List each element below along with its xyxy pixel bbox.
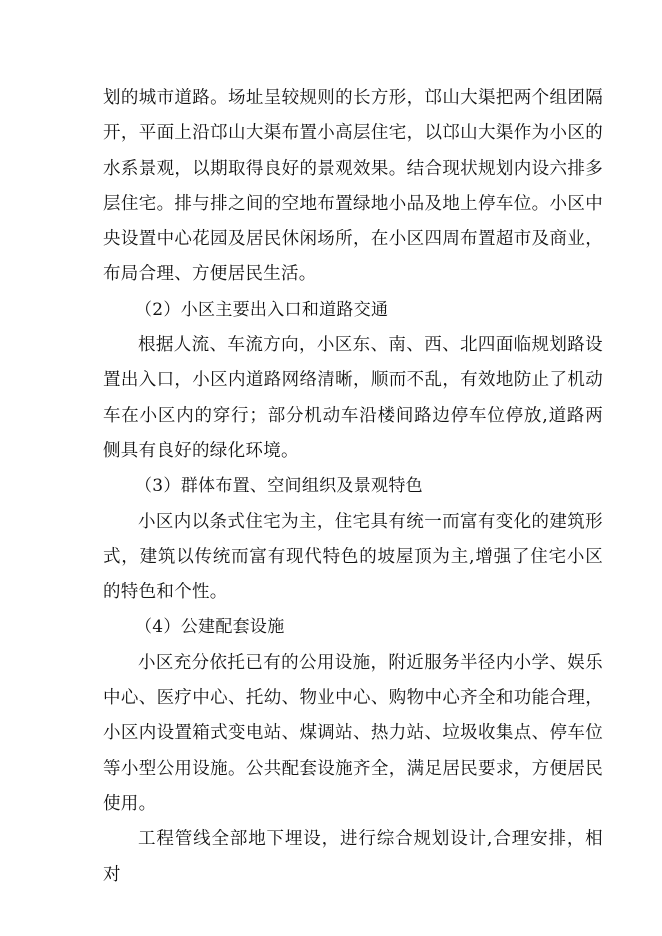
heading-entrances-roads: （2）小区主要出入口和道路交通 bbox=[135, 299, 389, 320]
paragraph-public-facilities: 小区充分依托已有的公用设施，附近服务半径内小学、娱乐中心、医疗中心、托幼、物业中心、购物中心齐全和功能合理，小区内设置箱式变电站、煤调站、热力站、垃圾收集点、停车位等小型公用设施。公共配套设施齐全，满足居民要求，方便居民使用。 bbox=[103, 652, 603, 814]
paragraph-entrances-roads: 根据人流、车流方向，小区东、南、西、北四面临规划路设置出入口，小区内道路网络清晰，顺而不乱，有效地防止了机动车在小区内的穿行；部分机动车沿楼间路边停车位停放,道路两侧具有良好的绿化环境。 bbox=[103, 335, 603, 461]
paragraph-pipelines: 工程管线全部地下埋设，进行综合规划设计,合理安排，相对 bbox=[103, 829, 603, 885]
paragraph-layout-landscape: 小区内以条式住宅为主，住宅具有统一而富有变化的建筑形式，建筑以传统而富有现代特色的坡屋顶为主,增强了住宅小区的特色和个性。 bbox=[103, 511, 603, 603]
heading-public-facilities: （4）公建配套设施 bbox=[135, 617, 285, 638]
heading-layout-landscape: （3）群体布置、空间组织及景观特色 bbox=[135, 476, 423, 497]
paragraph-site-layout: 划的城市道路。场址呈较规则的长方形，邙山大渠把两个组团隔开，平面上沿邙山大渠布置小高层住宅，以邙山大渠作为小区的水系景观，以期取得良好的景观效果。结合现状规划内设六排多层住宅。排与排之间的空地布置绿地小品及地上停车位。小区中央设置中心花园及居民休闲场所，在小区四周布置超市及商业，布局合理、方便居民生活。 bbox=[103, 88, 603, 285]
document-body bbox=[103, 81, 603, 893]
